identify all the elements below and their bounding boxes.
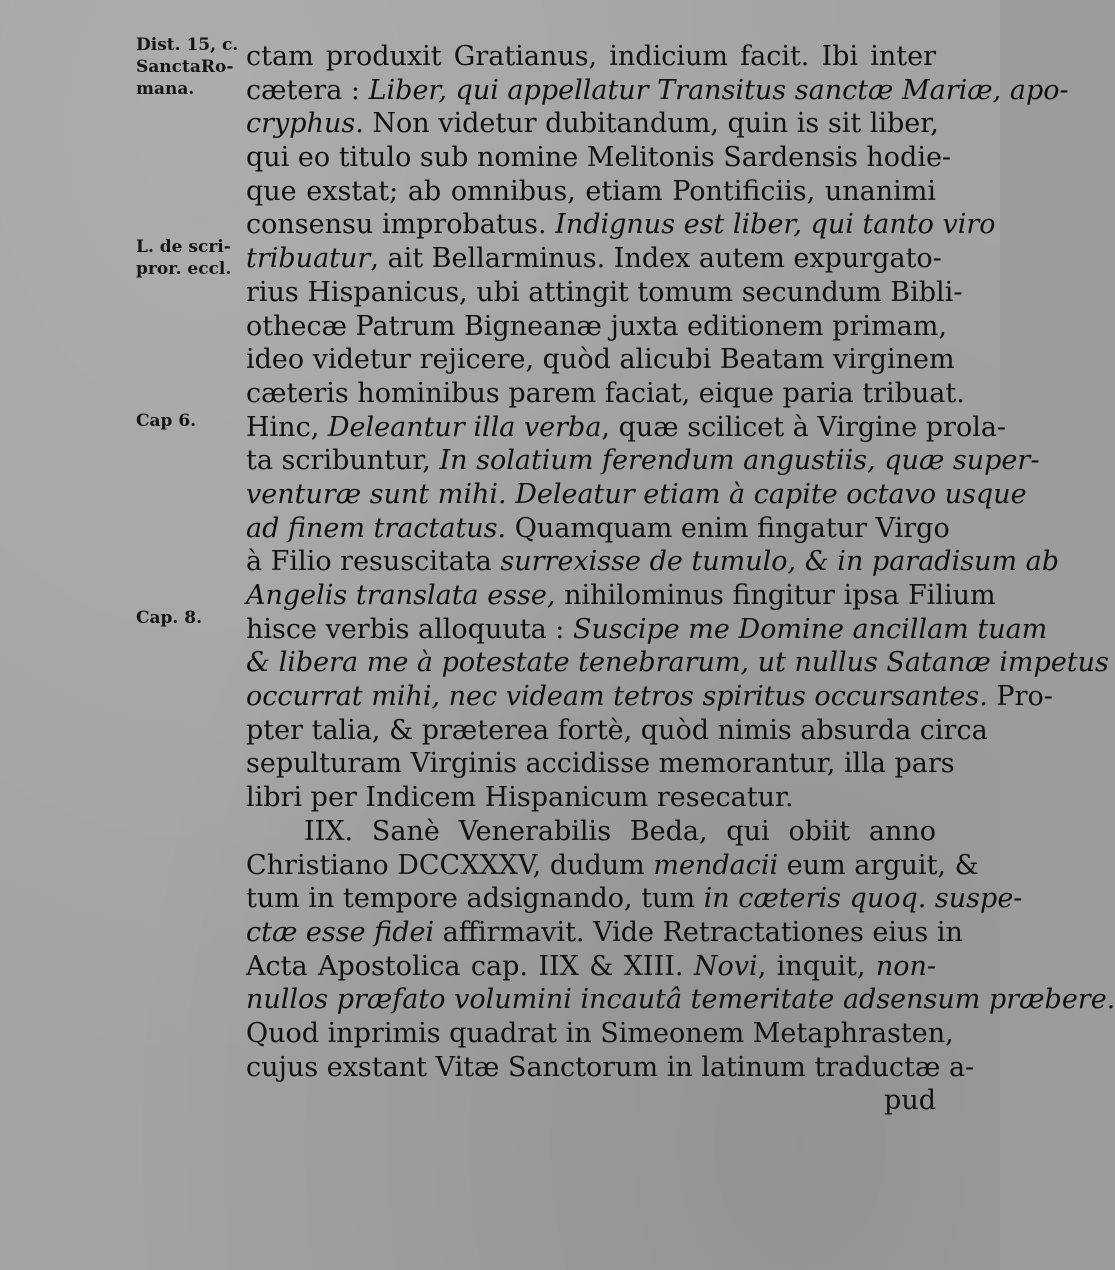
text-line <box>246 579 996 613</box>
roman-text: ta scribuntur, <box>246 445 440 477</box>
catchword: pud <box>884 1085 936 1117</box>
roman-text: à Filio resuscitata <box>246 546 501 578</box>
text-line <box>246 882 1023 916</box>
text-line <box>246 781 936 815</box>
text-line <box>246 107 939 141</box>
italic-text: tribuatur <box>246 243 371 275</box>
text-line <box>246 646 1109 680</box>
text-line <box>246 208 996 242</box>
margin-note-scriptoribus <box>136 236 240 280</box>
roman-text: consensu improbatus. <box>246 209 556 241</box>
text-line <box>246 680 1053 714</box>
italic-text: non- <box>875 950 936 982</box>
italic-text: cryphus. <box>246 108 364 140</box>
margin-note-line: mana. <box>136 79 195 99</box>
margin-note-line: L. de scri- <box>136 237 231 257</box>
roman-text: Quod inprimis quadrat in Simeonem Metaphrasten, <box>246 1017 954 1049</box>
italic-text: Deleantur illa verba <box>327 411 602 443</box>
italic-text: & libera me à potestate tenebrarum, ut nullus Satanæ impetus <box>246 647 1109 679</box>
margin-note-line: Dist. 15, c. <box>136 35 239 55</box>
text-line <box>246 444 1040 478</box>
roman-text: IIX. Sanè Venerabilis Beda, qui obiit anno <box>304 815 936 847</box>
text-line <box>246 815 936 849</box>
text-line <box>246 276 963 310</box>
text-line <box>246 849 979 883</box>
roman-text: Hinc, <box>246 411 328 443</box>
roman-text: , inquit, <box>757 950 876 982</box>
text-line <box>246 40 936 74</box>
text-line <box>246 411 1007 445</box>
text-line <box>246 714 988 748</box>
italic-text: surrexisse de tumulo, & in paradisum ab <box>500 546 1060 578</box>
roman-text: , quæ scilicet à Virgine prola- <box>601 411 1007 443</box>
italic-text: mendacii <box>653 849 779 881</box>
roman-text: Quamquam enim fingatur Virgo <box>506 512 950 544</box>
italic-text: Suscipe me Domine ancillam tuam <box>572 613 1048 645</box>
margin-note-dist <box>136 34 240 100</box>
margin-note-cap-8 <box>136 607 240 629</box>
roman-text: , ait Bellarminus. Index autem expurgato- <box>370 243 942 275</box>
italic-text: ctæ esse fidei <box>246 916 435 948</box>
text-line <box>246 1051 975 1085</box>
text-line <box>246 141 952 175</box>
text-line <box>246 478 1027 512</box>
text-line <box>246 242 942 276</box>
text-line <box>246 1017 954 1051</box>
italic-text: occurrat mihi, nec videam tetros spiritus occursantes. <box>246 681 988 713</box>
italic-text: Angelis translata esse, <box>246 580 556 611</box>
margin-note-line: pror. eccl. <box>136 259 232 279</box>
roman-text: rius Hispanicus, ubi attingit tomum secundum Bibli- <box>246 276 963 308</box>
text-line <box>246 916 963 950</box>
italic-text: nullos præfato volumini incautâ temeritate adsensum præbere. <box>246 984 1115 1016</box>
roman-text: sepulturam Virginis accidisse memorantur, illa pars <box>246 748 955 780</box>
text-line <box>246 983 1115 1017</box>
roman-text: cætera : <box>246 74 369 106</box>
text-line <box>246 74 1069 108</box>
italic-text: Indignus est liber, qui tanto viro <box>555 209 996 241</box>
italic-text: Liber, qui appellatur Transitus sanctæ Mariæ, apo- <box>368 74 1069 106</box>
italic-text: In solatium ferendum angustiis, quæ super- <box>439 445 1040 477</box>
italic-text: venturæ sunt mihi. Deleatur etiam à capite octavo usque <box>246 478 1027 510</box>
margin-note-line: Cap. 8. <box>136 608 203 628</box>
roman-text: pter talia, & præterea fortè, quòd nimis absurda circa <box>246 714 988 746</box>
roman-text: Christiano DCCXXXV, dudum <box>246 849 654 881</box>
text-line <box>246 545 1060 579</box>
roman-text: Acta Apostolica cap. IIX & XIII. <box>246 950 694 982</box>
roman-text: Pro- <box>987 681 1053 713</box>
roman-text: nihilominus fingitur ipsa Filium <box>555 580 996 611</box>
text-line <box>246 310 947 344</box>
text-line <box>246 613 1048 647</box>
roman-text: eum arguit, & <box>778 849 979 881</box>
roman-text: que exstat; ab omnibus, etiam Pontificiis, unanimi <box>246 175 936 207</box>
margin-note-cap-6 <box>136 410 240 432</box>
roman-text: othecæ Patrum Bigneanæ juxta editionem primam, <box>246 310 947 342</box>
text-line <box>246 747 955 781</box>
roman-text: ideo videtur rejicere, quòd alicubi Beatam virginem <box>246 344 955 376</box>
italic-text: Novi <box>693 950 758 982</box>
roman-text: affirmavit. Vide Retractationes eius in <box>434 916 963 948</box>
roman-text: cæteris hominibus parem faciat, eique paria tribuat. <box>246 377 965 409</box>
roman-text: libri per Indicem Hispanicum resecatur. <box>246 782 794 814</box>
margin-note-line: Cap 6. <box>136 411 197 431</box>
text-line <box>246 377 965 411</box>
body-text <box>246 40 1115 1118</box>
roman-text: qui eo titulo sub nomine Melitonis Sardensis hodie- <box>246 142 952 174</box>
roman-text: hisce verbis alloquuta : <box>246 613 573 645</box>
roman-text: Non videtur dubitandum, quin is sit liber, <box>363 108 939 140</box>
margin-note-line: SanctaRo- <box>136 57 234 77</box>
italic-text: ad finem tractatus. <box>246 512 507 544</box>
text-line <box>246 950 936 984</box>
text-line <box>246 343 955 377</box>
roman-text: cujus exstant Vitæ Sanctorum in latinum traductæ a- <box>246 1051 975 1083</box>
roman-text: ctam produxit Gratianus, indicium facit. Ibi inter <box>246 41 936 72</box>
italic-text: in cæteris quoq. suspe- <box>703 883 1023 915</box>
text-line <box>246 512 950 546</box>
roman-text: tum in tempore adsignando, tum <box>246 883 704 915</box>
text-line <box>246 175 936 209</box>
